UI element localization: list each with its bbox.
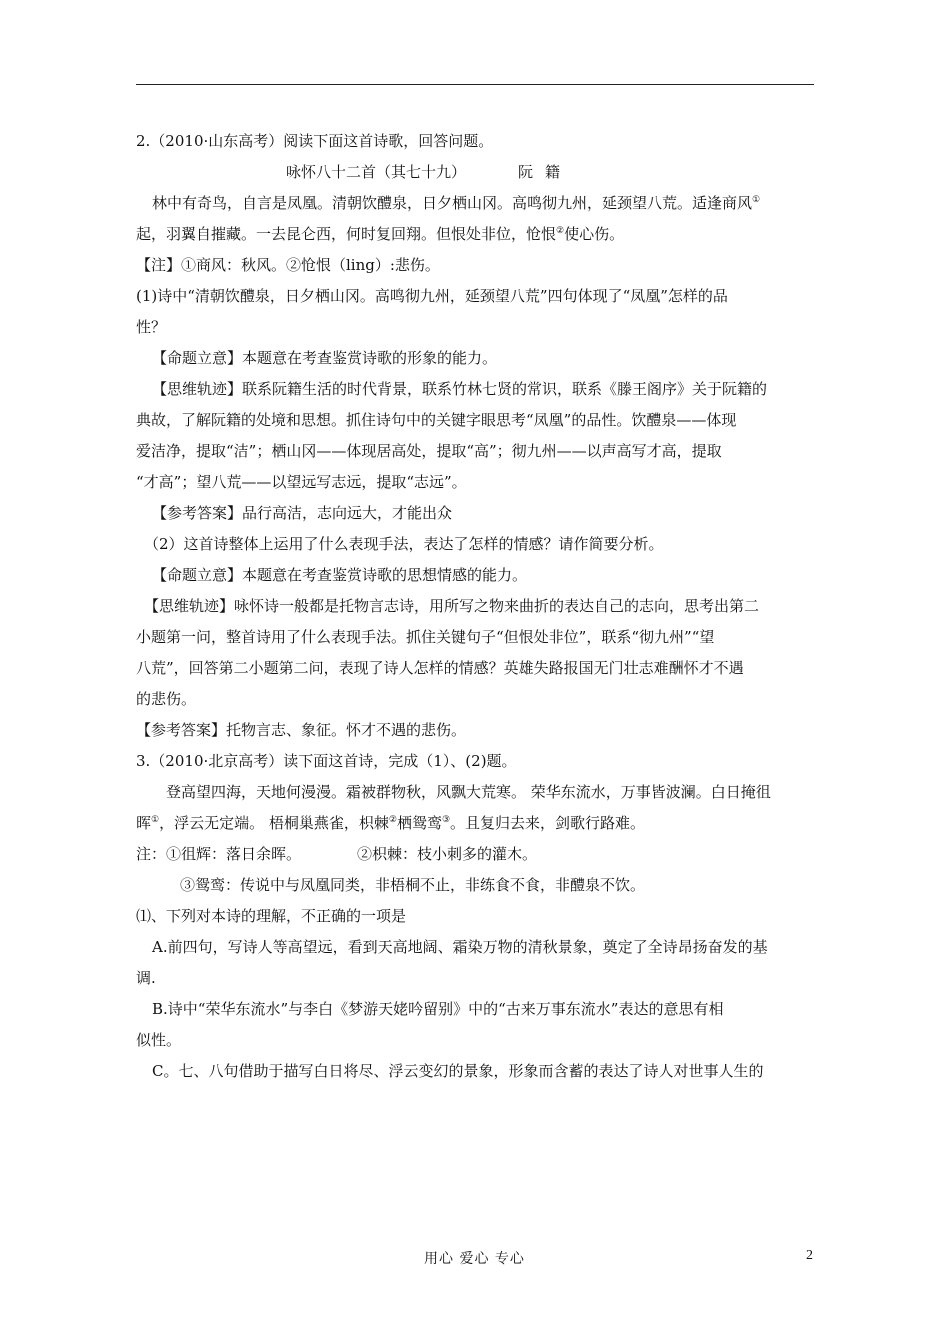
option-c: C。七、八句借助于描写白日将尽、浮云变幻的景象，形象而含蓄的表达了诗人对世事人生的	[152, 1062, 764, 1080]
reference-answer: 【参考答案】品行高洁，志向远大，才能出众	[152, 504, 453, 522]
question-2-heading: 2.（2010·山东高考）阅读下面这首诗歌，回答问题。	[136, 132, 494, 150]
thinking-trace: 【思维轨迹】咏怀诗一般都是托物言志诗，用所写之物来曲折的表达自己的志向，思考出第二	[144, 597, 760, 615]
poem-line	[136, 808, 814, 839]
poem-title-line	[136, 157, 814, 188]
reference-answer: 【参考答案】托物言志、象征。怀才不遇的悲伤。	[136, 721, 467, 739]
thinking-trace: 典故，了解阮籍的处境和思想。抓住诗句中的关键字眼思考“凤凰”的品性。饮醴泉——体现	[136, 411, 737, 429]
poem-text: 。且复归去来，剑歌行路难。	[450, 814, 646, 832]
header-rule	[136, 84, 814, 85]
question-intent: 【命题立意】本题意在考查鉴赏诗歌的形象的能力。	[152, 349, 498, 367]
thinking-trace: 小题第一问，整首诗用了什么表现手法。抓住关键句子“但恨处非位”，联系“彻九州”“望	[136, 628, 715, 646]
poem-note: ③鸳鸾：传说中与凤凰同类，非梧桐不止，非练食不食，非醴泉不饮。	[180, 876, 646, 894]
option-b: 似性。	[136, 1031, 182, 1049]
footnote-mark: ①	[151, 815, 160, 825]
thinking-trace: 【思维轨迹】联系阮籍生活的时代背景，联系竹林七贤的常识，联系《滕王阁序》关于阮籍的	[152, 380, 768, 398]
poem-title: 咏怀八十二首（其七十九）	[286, 163, 467, 181]
poem-text: 栖鸳鸾	[396, 814, 442, 832]
footnote-mark: ②	[556, 226, 565, 236]
poem-line: 登高望四海，天地何漫漫。霜被群物秋，风飘大荒寒。 荣华东流水，万事皆波澜。白日掩徂	[166, 783, 771, 801]
option-b: B.诗中“荣华东流水”与李白《梦游天姥吟留别》中的“古来万事东流水”表达的意思有相	[152, 1000, 724, 1018]
sub-question-text: ⑴、下列对本诗的理解，不正确的一项是	[136, 907, 407, 925]
note-text: 注：①徂辉：落日余晖。	[136, 845, 302, 863]
poem-text: 起，羽翼自摧藏。一去昆仑西，何时复回翔。但恨处非位，怆恨	[136, 225, 557, 243]
thinking-trace: 八荒”，回答第二小题第二问，表现了诗人怎样的情感？英雄失路报国无门壮志难酬怀才不遇	[136, 659, 744, 677]
page-number: 2	[806, 1248, 813, 1263]
poem-text: 晖	[136, 814, 152, 832]
poem-author: 阮籍	[518, 163, 573, 181]
option-a: A.前四句，写诗人等高望远，看到天高地阔、霜染万物的清秋景象，奠定了全诗昂扬奋发的基	[152, 938, 768, 956]
thinking-trace: 的悲伤。	[136, 690, 197, 708]
poem-note: 【注】①商风：秋风。②怆恨（ling）:悲伤。	[136, 256, 440, 274]
page-content	[136, 126, 814, 1087]
note-text: ②枳棘：枝小刺多的灌木。	[357, 845, 538, 863]
footnote-mark: ③	[441, 815, 451, 825]
sub-question-text: （2）这首诗整体上运用了什么表现手法，表达了怎样的情感？请作简要分析。	[144, 535, 664, 553]
poem-text: ，浮云无定端。 梧桐巢燕雀，枳棘	[159, 814, 389, 832]
poem-text: 林中有奇鸟，自言是凤凰。清朝饮醴泉，日夕栖山冈。高鸣彻九州，延颈望八荒。适逢商风	[152, 194, 753, 212]
footnote-mark: ②	[388, 815, 397, 825]
sub-question-text: (1)诗中“清朝饮醴泉，日夕栖山冈。高鸣彻九州，延颈望八荒”四句体现了“凤凰”怎样的品	[136, 287, 728, 305]
poem-line	[136, 219, 814, 250]
thinking-trace: “才高”；望八荒——以望远写志远，提取“志远”。	[136, 473, 467, 491]
poem-note	[136, 839, 814, 870]
option-a: 调.	[136, 969, 156, 987]
question-3-heading: 3.（2010·北京高考）读下面这首诗，完成（1）、(2)题。	[136, 752, 517, 770]
poem-line	[136, 188, 814, 219]
question-intent: 【命题立意】本题意在考查鉴赏诗歌的思想情感的能力。	[152, 566, 528, 584]
footnote-mark: ①	[752, 195, 761, 205]
footer-slogan: 用心 爱心 专心	[424, 1251, 525, 1267]
poem-text: 使心伤。	[564, 225, 625, 243]
thinking-trace: 爱洁净，提取“洁”；栖山冈——体现居高处，提取“高”；彻九州——以声高写才高，提取	[136, 442, 722, 460]
sub-question-text: 性？	[136, 318, 167, 336]
